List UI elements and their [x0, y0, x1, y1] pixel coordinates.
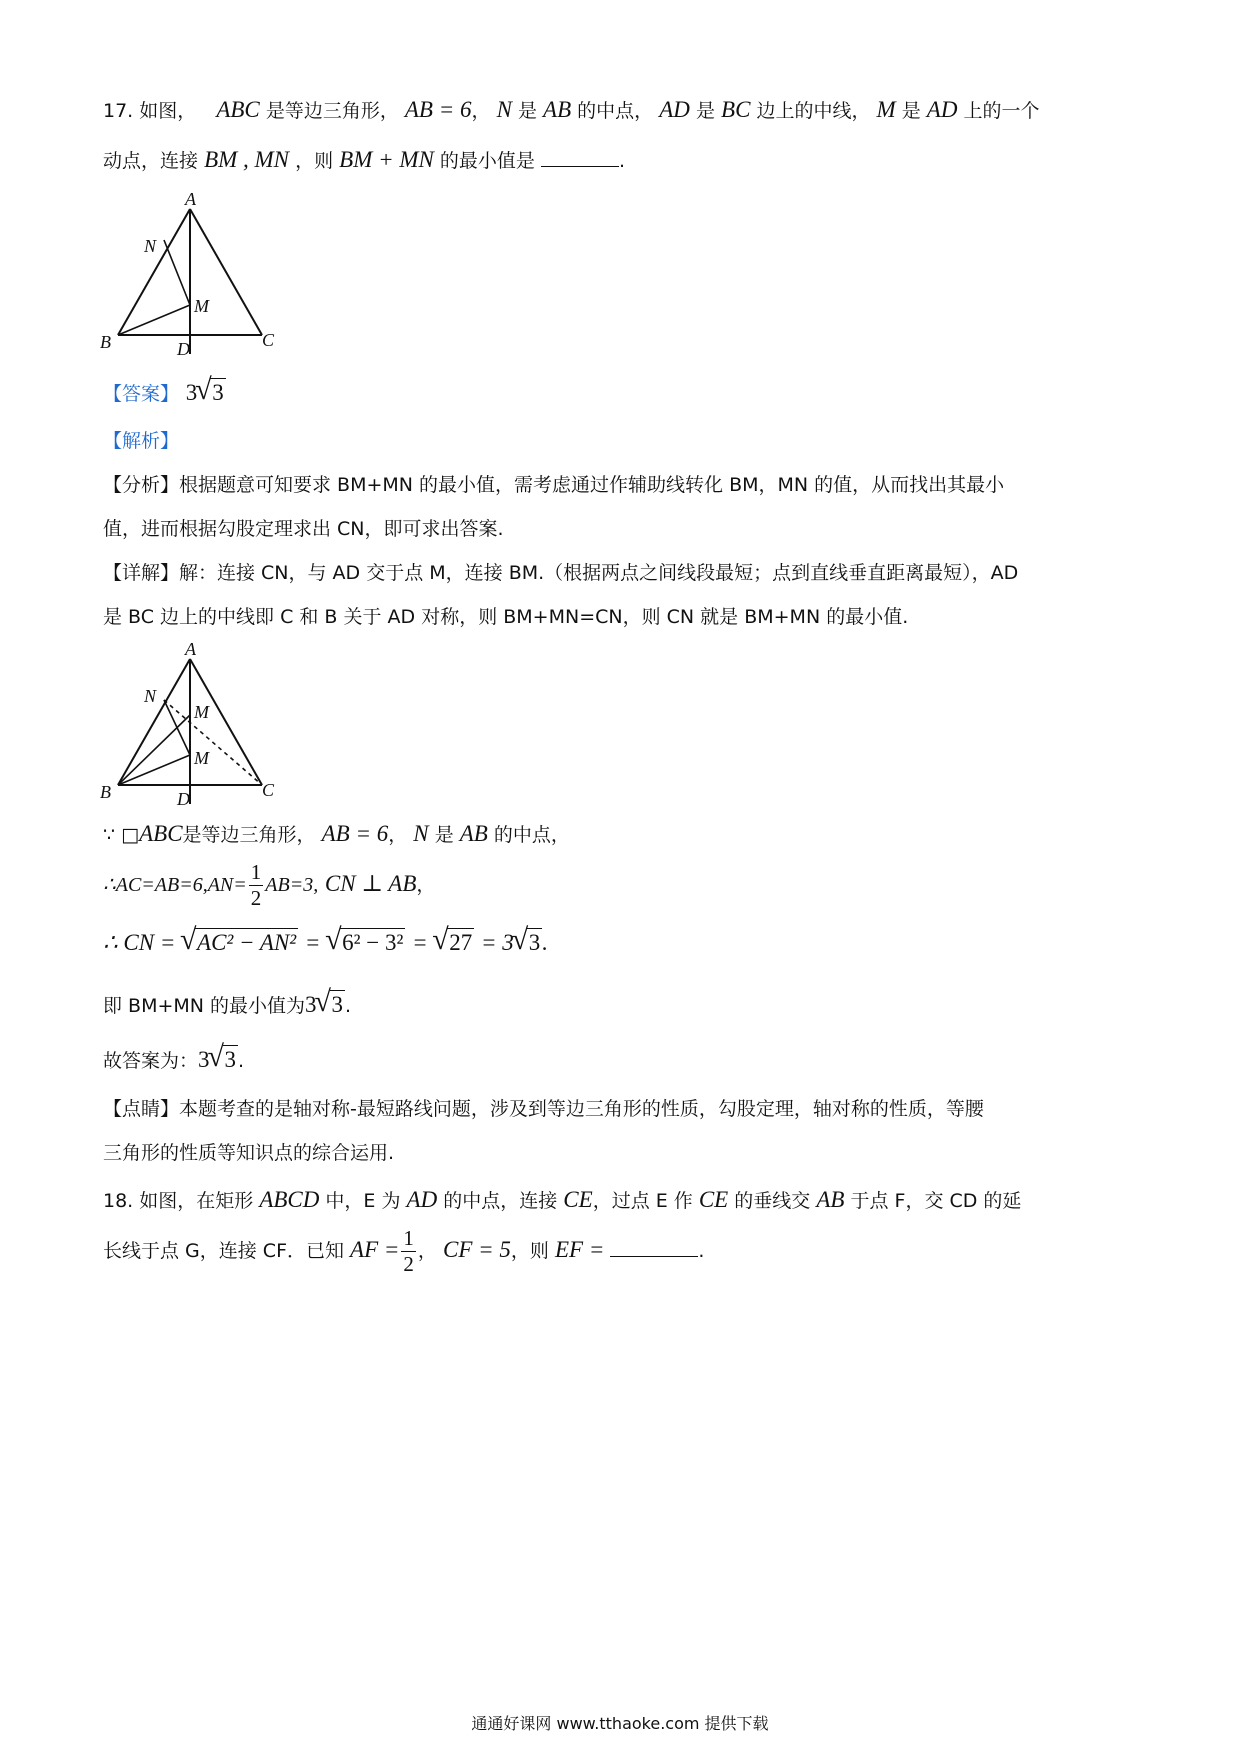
step-2 — [103, 862, 435, 909]
text: ∴ CN = — [103, 930, 176, 955]
text: AB = 6 — [321, 821, 389, 846]
label-d: D — [177, 789, 190, 809]
text: 的最小值是 — [439, 150, 535, 172]
text: CF = 5 — [442, 1237, 511, 1262]
text: 上的一个 — [963, 100, 1040, 122]
step-3 — [103, 928, 548, 957]
text: 1 — [250, 860, 262, 884]
text: 的中点， — [493, 824, 570, 846]
label-a: A — [185, 189, 196, 209]
sqrt-symbol — [197, 378, 226, 407]
sqrt-symbol — [434, 928, 474, 957]
xiangjie-line-2: 是 BC 边上的中线即 C 和 B 关于 AD 对称，则 BM+MN=CN，则 CN 就是 BM+MN 的最小值. — [103, 606, 909, 628]
label-n: N — [144, 686, 157, 706]
math-n: N — [496, 97, 512, 122]
sqrt-symbol — [210, 1045, 239, 1074]
label-d: D — [177, 339, 190, 359]
math-bm-mn: BM , MN — [204, 147, 290, 172]
math-ad-2: AD — [926, 97, 958, 122]
text: ， — [471, 100, 491, 122]
text: 6² − 3² — [342, 930, 404, 955]
text: ，则 — [295, 150, 334, 172]
text: 动点，连接 — [103, 150, 199, 172]
text: ， — [388, 824, 408, 846]
label-n: N — [144, 236, 157, 256]
label-m: M — [194, 296, 209, 316]
text: 的中点，连接 — [443, 1190, 558, 1212]
answer-tag: 【答案】 — [103, 383, 180, 405]
text: AB — [816, 1187, 845, 1212]
dianjing-line-2: 三角形的性质等知识点的综合运用. — [103, 1142, 395, 1164]
label-c: C — [262, 330, 275, 350]
text: 长线于点 G，连接 CF．已知 — [103, 1240, 344, 1262]
step-4 — [103, 990, 351, 1019]
text: 3 — [305, 992, 317, 1017]
text: 边上的中线， — [756, 100, 871, 122]
text: 18. 如图，在矩形 — [103, 1190, 254, 1212]
text: 是 — [695, 100, 715, 122]
text: CE — [698, 1187, 729, 1212]
sqrt-symbol — [182, 928, 298, 957]
math-ab: AB — [543, 97, 572, 122]
answer-coef: 3 — [185, 380, 198, 405]
text: . — [238, 1050, 245, 1072]
math-bc: BC — [721, 97, 751, 122]
label-m-lower: M — [194, 748, 209, 768]
fraction — [401, 1228, 416, 1275]
text: . — [345, 995, 352, 1017]
text: 的中点， — [577, 100, 654, 122]
math-ab6: AB = 6 — [404, 97, 472, 122]
text: 是 — [434, 824, 454, 846]
q17-line1 — [103, 96, 1040, 124]
text: CN ⊥ AB — [324, 871, 417, 896]
math-m: M — [876, 97, 896, 122]
text: 是等边三角形， — [182, 824, 316, 846]
footer-text: 通通好课网 www.tthaoke.com 提供下载 — [471, 1714, 769, 1733]
text: 是 — [517, 100, 537, 122]
text: ，过点 E 作 — [592, 1190, 693, 1212]
answer-blank — [610, 1236, 698, 1257]
label-m-upper: M — [194, 702, 209, 722]
fenxi-line-1: 【分析】根据题意可知要求 BM+MN 的最小值，需考虑通过作辅助线转化 BM，MN 的值，从而找出其最小 — [103, 474, 1005, 496]
fenxi-line-2: 值，进而根据勾股定理求出 CN，即可求出答案. — [103, 518, 504, 540]
answer-rad: 3 — [212, 380, 224, 405]
text: . — [618, 150, 626, 172]
text: = — [412, 930, 428, 955]
text: ABCD — [259, 1187, 320, 1212]
dianjing-line-1: 【点睛】本题考查的是轴对称-最短路线问题，涉及到等边三角形的性质，勾股定理，轴对称的性质，等腰 — [103, 1098, 984, 1120]
q17-number: 17. 如图， — [103, 100, 197, 122]
text: ， — [416, 874, 436, 896]
text: 1 — [403, 1226, 414, 1250]
label-b: B — [100, 782, 111, 802]
q17-line2 — [103, 146, 625, 174]
text: AB=3, — [265, 874, 319, 896]
text: = — [304, 930, 321, 955]
math-ad: AD — [659, 97, 690, 122]
text: 2 — [250, 886, 262, 910]
text: 于点 F，交 CD 的延 — [850, 1190, 1022, 1212]
label-b: B — [100, 332, 111, 352]
text: 即 BM+MN 的最小值为 — [103, 995, 306, 1017]
xiangjie-line-1: 【详解】解：连接 CN，与 AD 交于点 M，连接 BM.（根据两点之间线段最短；点到直线垂直距离最短），AD — [103, 562, 1019, 584]
fraction — [249, 862, 264, 909]
text: EF = — [554, 1237, 605, 1262]
triangle-figure-1 — [95, 188, 315, 363]
sqrt-symbol — [514, 928, 543, 957]
step-1 — [103, 820, 570, 848]
label-c: C — [262, 780, 275, 800]
text: AF = — [350, 1237, 400, 1262]
text: AC² − AN² — [197, 930, 297, 955]
sqrt-symbol — [327, 928, 405, 957]
sqrt-symbol — [317, 990, 346, 1019]
q18-line2 — [103, 1228, 704, 1275]
text: 3 — [224, 1047, 237, 1072]
text: ∴AC=AB=6,AN= — [103, 874, 247, 896]
step-5 — [103, 1045, 244, 1074]
math-abc: ABC — [216, 97, 260, 122]
text: 3 — [331, 992, 344, 1017]
text: ，则 — [510, 1240, 549, 1262]
math-bm-plus-mn: BM + MN — [339, 147, 434, 172]
text: ABC — [139, 821, 183, 846]
text: AB — [459, 821, 488, 846]
text: ， — [417, 1240, 437, 1262]
answer-value — [186, 380, 226, 405]
text: = 3 — [480, 930, 514, 955]
analysis-tag: 【解析】 — [103, 430, 180, 452]
text: N — [413, 821, 429, 846]
text: 3 — [198, 1047, 210, 1072]
text: . — [542, 930, 549, 955]
text: 3 — [528, 930, 541, 955]
label-a: A — [185, 639, 196, 659]
text: 中，E 为 — [325, 1190, 401, 1212]
text: CE — [563, 1187, 593, 1212]
text: 27 — [449, 930, 473, 955]
text: . — [698, 1240, 705, 1262]
answer-line — [103, 378, 226, 407]
answer-blank — [541, 146, 619, 167]
triangle-figure-2 — [95, 638, 315, 813]
text: 2 — [403, 1252, 414, 1276]
text: AD — [406, 1187, 438, 1212]
text: 故答案为： — [103, 1050, 199, 1072]
text: ∵ □ — [103, 824, 140, 846]
q18-line1 — [103, 1186, 1021, 1214]
text: 是 — [901, 100, 921, 122]
text: 的垂线交 — [734, 1190, 811, 1212]
text: 是等边三角形， — [265, 100, 399, 122]
